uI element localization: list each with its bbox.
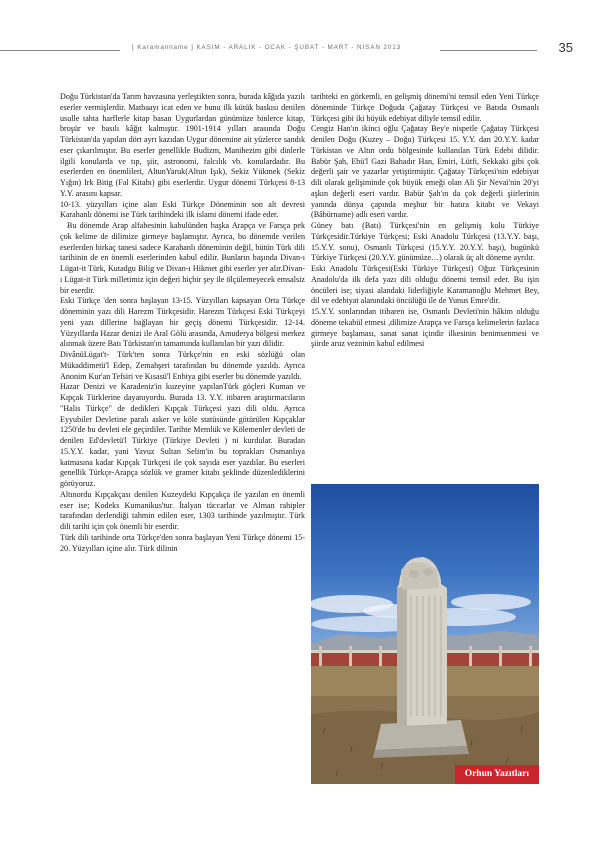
page-header: [0, 40, 595, 62]
orhun-inscriptions-photo: [311, 484, 539, 784]
paragraph: Türk dili tarihinde orta Türkçe'den sonra başlayan Yeni Türkçe dönemi 15-20. Yüzyılları içine alır. Türk dilinin: [60, 532, 305, 553]
paragraph: 10-13. yüzyılları içine alan Eski Türkçe Döneminin son alt devresi Karahanlı dönemi ise Türk tarihindeki ilk islami dönemi ifade eder.: [60, 199, 305, 220]
header-text: [ Karamanname ] KASIM - ARALIK - OCAK - ŞUBAT - MART - NİSAN 2013: [132, 44, 402, 51]
paragraph: tarihteki en görkemli, en gelişmiş dönemi'ni temsil eden Yeni Türkçe döneminde Türkçe Doğuda Çağatay Türkçesi ve Batıda Osmanlı Türkçesi gibi iki büyük edebiyat diliyle temsil edilir.: [311, 92, 539, 123]
left-text-column: [60, 92, 305, 554]
header-rule-left: [0, 50, 120, 51]
header-rule-right: [440, 50, 537, 51]
paragraph: Eski Anadolu Türkçesi(Eski Türkiye Türkçesi) Oğuz Türkçesinin Anadolu'da ilk defa yazı dili olduğu dönemi temsil eder. Bu işin öncüleri ise; siyasi alandaki liderliğiyle Karamanoğlu Mehmet Bey, dil ve edebiyat alanındaki öncülüğü ile de Yunus Emre'dir.: [311, 264, 539, 306]
paragraph: Cengiz Han'ın ikinci oğlu Çağatay Bey'e nispetle Çağatay Türkçesi denilen Doğu (Kuzey – Doğu) Türkçesi 15. Y.Y. dan 20.Y.Y. kadar Türkistan ve Altın ordu bölgesinde kullanılan Türk Edebi dilidir. Babür Şah, Ebü'l Gazi Bahadır Han, Emiri, Lütfi, Sekkaki gibi çok değerli şair ve yazarlar yetiştirmiştir. Çağatay Türkçesi'nin edebiyat dili olarak gelişiminde çok büyük emeği olan Ali Şir Nevai'nin 20'yi aşkın değerli eseri vardır. Babür Şah'ın da çok değerli şiirlerinin yanında dünya çapında meşhur bir hatıra kitabı ve Vekayi (Bâbürname) adlı eseri vardır.: [311, 124, 539, 220]
stele-illustration: [311, 484, 539, 784]
paragraph: Bu dönemde Arap alfabesinin kabulünden başka Arapça ve Farsça pek çok kelime de dilimize girmeye başlamıştır. Ayrıca, bu dönemde verilen eserlerden birkaç tanesi sadece Karahanlı döneminin değil, bütün Türk dili tarihinin de en önemli eserlerinden kabul edilir. Bunların başında Divan-ı Lügat-it Türk, Kutadgu Bilig ve Divan-ı Hikmet gibi eserler yer alır.Divan-ı Lügat-it Türk milletimiz için değeri hiçbir şey ile ölçülemeyecek emsalsiz bir eserdir.: [60, 221, 305, 295]
paragraph: Doğu Türkistan'da Tarım havzasına yerleştikten sonra, burada kâğıda yazılı eserler vermişlerdir. Matbaayı icat eden ve bunu ilk kütük baskısı denilen usulle tahta harflerle kitap basan Uygurlardan günümüze binlerce kitap, broşür ve basılı kâğıt kalmıştır. 1901-1914 yılları arasında Doğu Türkistan'da yapılan dört ayrı kazıdan Uygur dönemine ait yüzlerce sandık eser çıkarılmıştır. Bu eserler genellikle Budizm, Manihezim gibi dinlerle ilgili konularda ve tıp, şiir, astronomi, falcılık vb. konulardadır. Bu eserlerden en önemlileri, AltunYaruk(Altun Işık), Sekiz Yükmek (Sekiz Yığın) Irk Bitig (Fal Kitabı) gibi eserlerdir. Uygur dönemi Türkçesi 8-13 Y.Y. arasını kapsar.: [60, 92, 305, 198]
page-number: 35: [558, 40, 573, 55]
paragraph: DivânüLügat't- Türk'ten sonra Türkçe'nin en eski sözlüğü olan Mükaddimetü'l Edep, Zemahşeri tarafından bu dönemde yazıldı. Ayrıca Anonim Kur'an Tefsiri ve Kısasü'l Enbiya gibi eserler bu dönemde yazıldı.: [60, 350, 305, 381]
photo-caption: Orhun Yazıtları: [455, 765, 539, 784]
paragraph: Eski Türkçe 'den sonra başlayan 13-15. Yüzyılları kapsayan Orta Türkçe döneminin yazı dili Harezm Türkçesidir. Harezm Türkçesi Eski Türkçeyi yeni yazı dillerine bağlayan bir geçiş dönemi Türkçesidir. 12-14. Yüzyıllarda Hazar denizi ile Aral Gölü arasında, Amuderya bölgesi merkez alınmak üzere Batı Türkistan'ın tamamında kullanılan bir yazı dilidir.: [60, 296, 305, 349]
paragraph: 15.Y.Y. sonlarından itibaren ise, Osmanlı Devleti'nin hâkim olduğu döneme tekabül etmesi ,dilimize Arapça ve Farsça kelimelerin fazlaca girmeye başlaması, sanat sanat içindir ilkesinin benimsenmesi ve şiirde aruz vezninin kabul edilmesi: [311, 307, 539, 349]
paragraph: Altınordu Kıpçakçası denilen Kuzeydeki Kıpçakça ile yazılan en önemli eser ise; Kodeks Kumanikus'tur. İtalyan tüccarlar ve Alman rahipler tarafından derlendiği tahmin edilen eser, 1303 tarihinde yazılmıştır. Türk dili tarihi için çok önemli bir eserdir.: [60, 489, 305, 531]
paragraph: Hazar Denizi ve Karadeniz'in kuzeyine yapılanTürk göçleri Kuman ve Kıpçak Türklerine dayanıyordu. Burada 13. Y.Y. itibaren araştırmacıların "Halis Türkçe" de dedikleri Kıpçak Türkçesi yazı dili oldu. Ayrıca Eyyubiler Devletine paralı asker ve köle statüsünde götürülen Kıpçaklar 1250'de bu devleti ele geçirdiler. Tarihte Memlük ve Kölemenler devleti de denilen Ed'devletü'l Türkiye (Türkiye Devleti ) ni kurdular. Buradan 15.Y.Y. kadar, yani Yavuz Sultan Selim'in bu toprakları Osmanlıya katmasına kadar Kıpçak Türkçesi ile çok sayıda eser yazdılar. Bu eserleri genellik Türkçe-Arapça sözlük ve gramer kitabı şeklinde düzenlediklerini görüyoruz.: [60, 382, 305, 488]
paragraph: Güney batı (Batı) Türkçesi'nin en gelişmiş kolu Türkiye Türkçesidir.Türkiye Türkçesi; Eski Anadolu Türkçesi (13.Y.Y. başı, 15.Y.Y. sonu), Osmanlı Türkçesi (15.Y.Y. 20.Y.Y. başı), bugünkü Türkiye Türkçesi (20.Y.Y. günümüze…) olarak üç alt döneme ayrılır.: [311, 221, 539, 263]
right-text-column: [311, 92, 539, 350]
